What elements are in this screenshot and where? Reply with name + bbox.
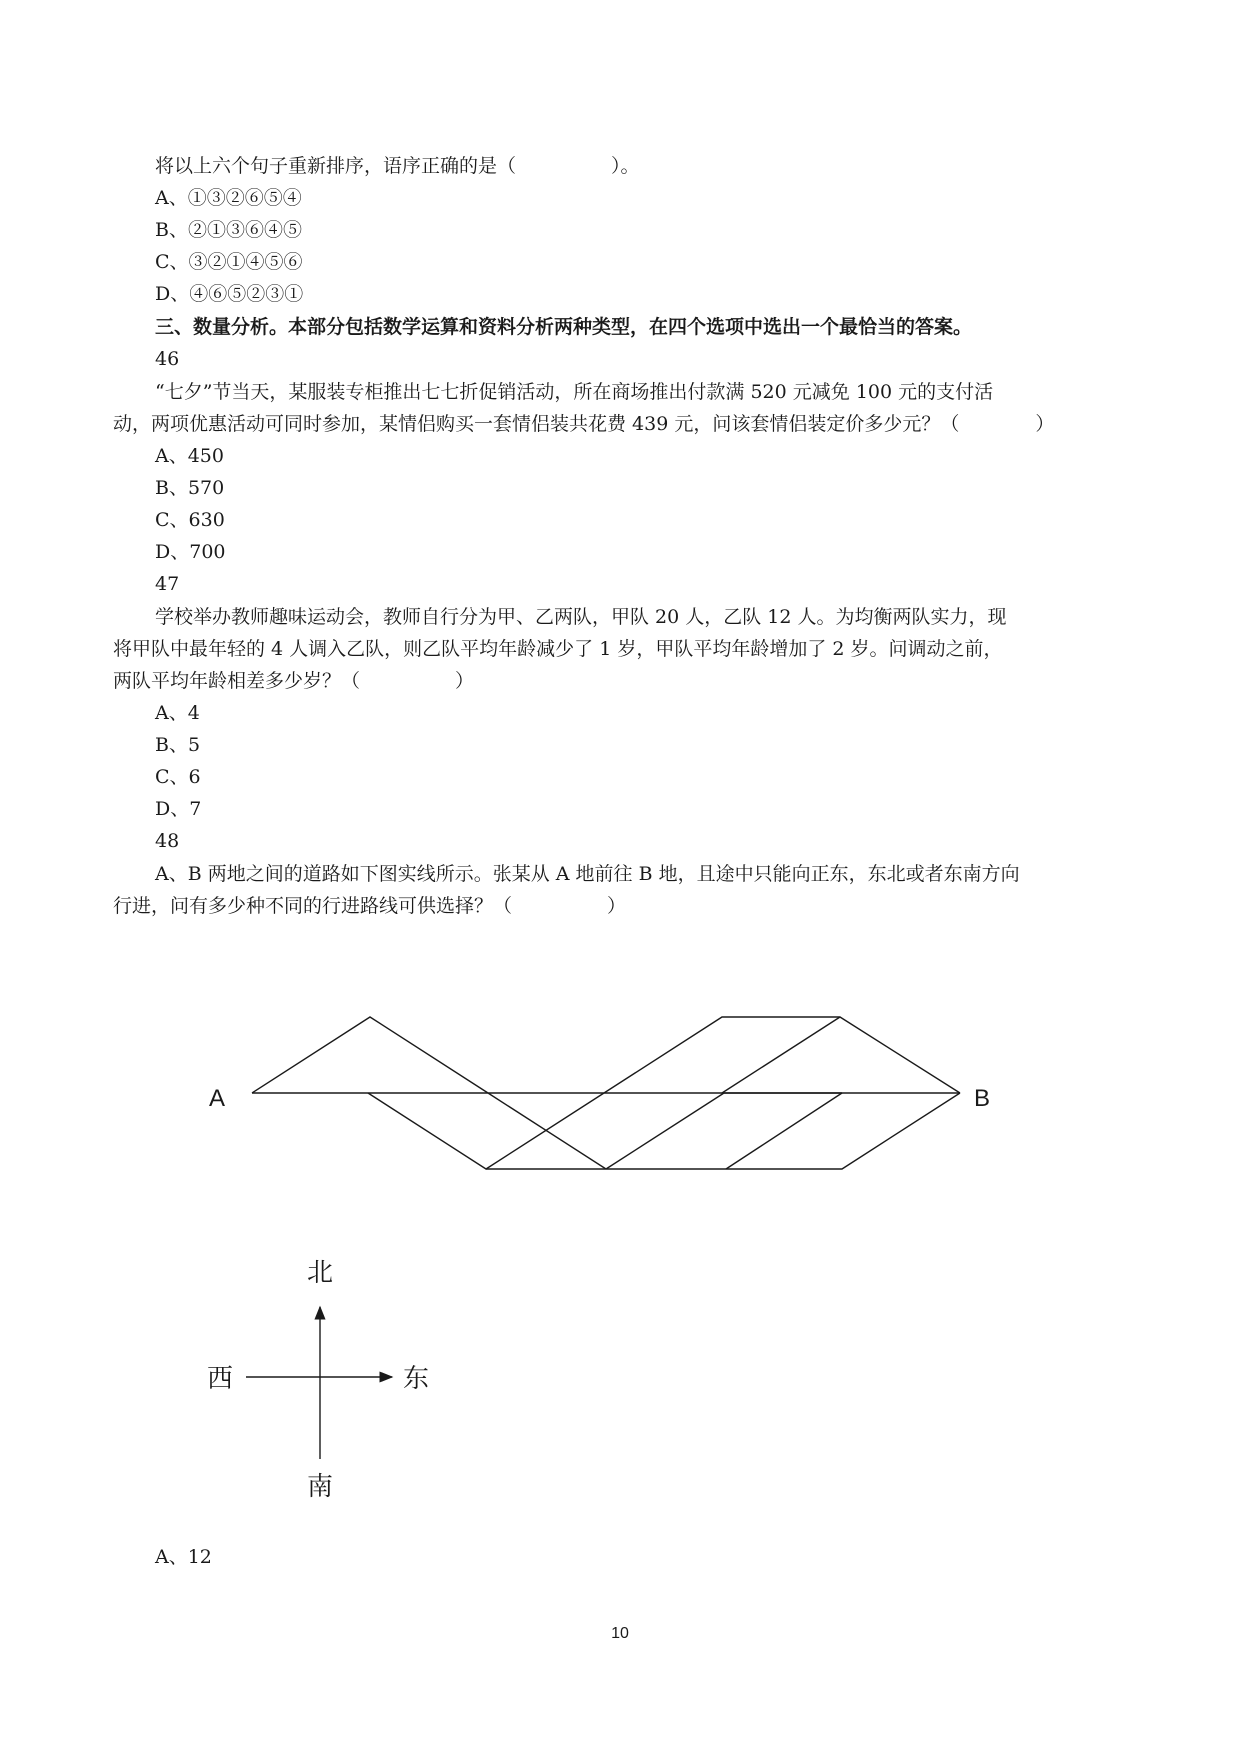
q47-stem-line2: 将甲队中最年轻的 4 人调入乙队，则乙队平均年龄减少了 1 岁，甲队平均年龄增加了 2 岁。问调动之前，: [113, 638, 1003, 660]
q45-option-d[interactable]: D、④⑥⑤②③①: [155, 283, 304, 305]
q47-number: 47: [155, 573, 180, 595]
road-top-diagonal: [722, 1017, 840, 1093]
road-bottom-diagonal: [726, 1093, 842, 1169]
point-a-label: A: [209, 1085, 226, 1112]
q45-option-a[interactable]: A、①③②⑥⑤④: [155, 187, 302, 209]
road-cross-right: [606, 1093, 724, 1169]
q47-option-b[interactable]: B、5: [155, 734, 201, 756]
compass: [207, 1258, 429, 1502]
road-bottom-right: [726, 1093, 960, 1169]
section-heading: 三、数量分析。本部分包括数学运算和资料分析两种类型，在四个选项中选出一个最恰当的答案。: [155, 316, 973, 338]
q46-option-c[interactable]: C、630: [155, 509, 225, 531]
compass-west-label: 西: [207, 1364, 234, 1394]
q48-stem-line1: A、B 两地之间的道路如下图实线所示。张某从 A 地前往 B 地，且途中只能向正东，东北或者东南方向: [155, 863, 1020, 885]
road-network: [252, 1017, 960, 1169]
q46-option-d[interactable]: D、700: [155, 541, 226, 563]
compass-south-label: 南: [307, 1472, 334, 1502]
q47-stem-line1: 学校举办教师趣味运动会，教师自行分为甲、乙两队，甲队 20 人，乙队 12 人。为均衡两队实力，现: [155, 606, 1007, 628]
q47-option-d[interactable]: D、7: [155, 798, 202, 820]
q46-number: 46: [155, 348, 180, 370]
q45-option-b[interactable]: B、②①③⑥④⑤: [155, 219, 302, 241]
compass-north-label: 北: [307, 1258, 334, 1288]
q47-stem-line3: 两队平均年龄相差多少岁？（ ）: [113, 670, 475, 692]
q46-stem-line1: “七夕”节当天，某服装专柜推出七七折促销活动，所在商场推出付款满 520 元减免 100 元的支付活: [155, 381, 994, 403]
q47-option-a[interactable]: A、4: [155, 702, 200, 724]
q46-stem-line2: 动，两项优惠活动可同时参加，某情侣购买一套情侣装共花费 439 元，问该套情侣装定价多少元？（ ）: [113, 413, 1055, 435]
q45-option-c[interactable]: C、③②①④⑤⑥: [155, 251, 303, 273]
q46-option-b[interactable]: B、570: [155, 477, 225, 499]
q45-stem: 将以上六个句子重新排序，语序正确的是（ ）。: [155, 155, 640, 177]
point-b-label: B: [974, 1085, 991, 1112]
road-cross-left: [488, 1093, 606, 1169]
road-top-left: [252, 1017, 488, 1093]
q47-option-c[interactable]: C、6: [155, 766, 201, 788]
q48-stem-line2: 行进，问有多少种不同的行进路线可供选择？（ ）: [113, 895, 627, 917]
q48-option-a[interactable]: A、12: [155, 1546, 212, 1568]
q48-number: 48: [155, 830, 180, 852]
road-bottom-left: [368, 1093, 604, 1169]
page-number: 10: [611, 1625, 629, 1642]
compass-east-label: 东: [403, 1364, 430, 1394]
q46-option-a[interactable]: A、450: [155, 445, 224, 467]
